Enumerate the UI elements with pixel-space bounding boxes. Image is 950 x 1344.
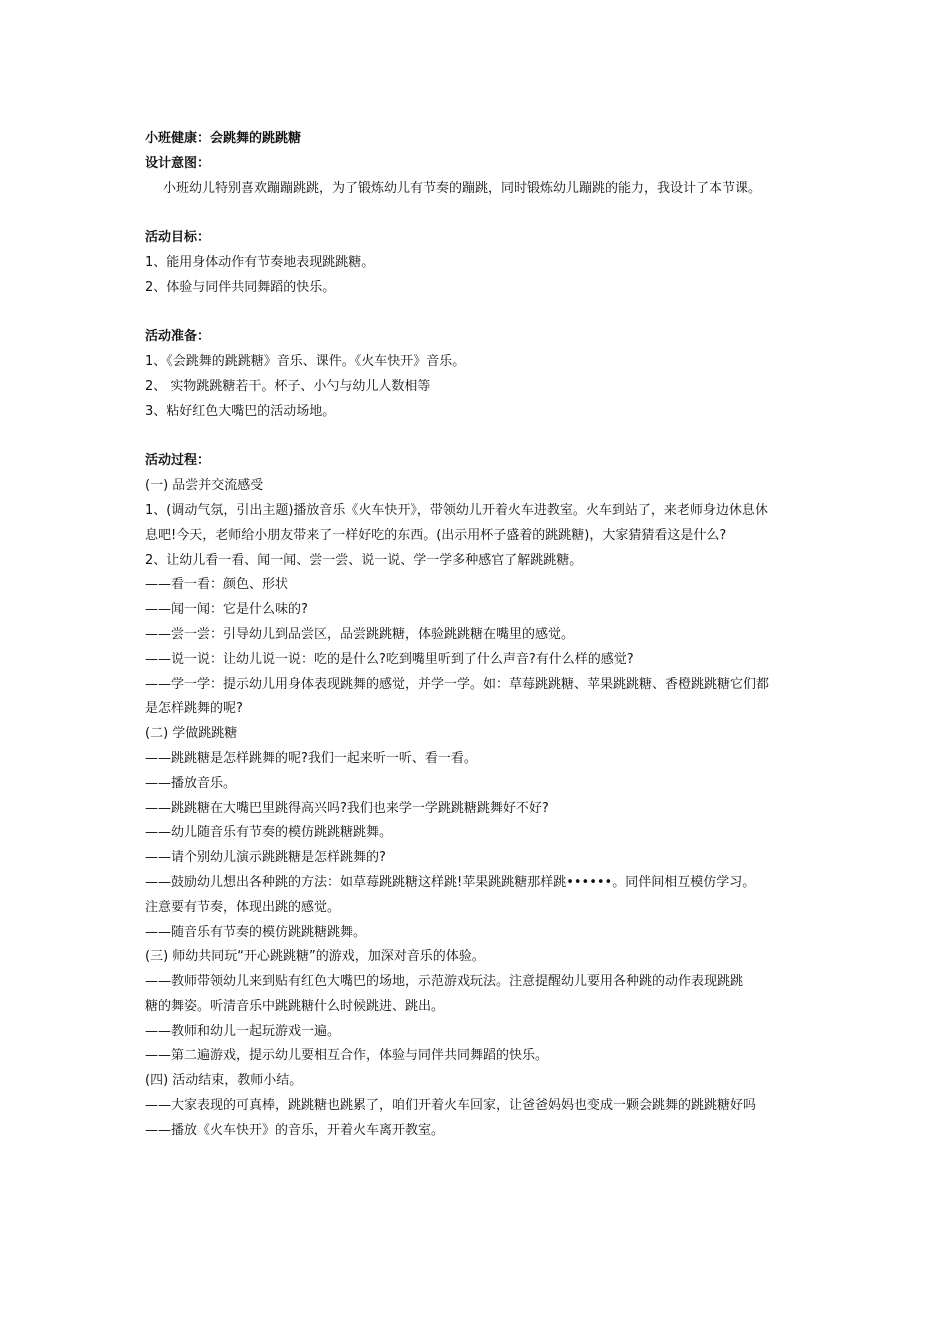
goals-heading: 活动目标：	[145, 230, 211, 246]
text-line: 2、 实物跳跳糖若干。杯子、小勺与幼儿人数相等	[145, 378, 431, 394]
design-intent-text: 小班幼儿特别喜欢蹦蹦跳跳，为了锻炼幼儿有节奏的蹦跳，同时锻炼幼儿蹦跳的能力，我设计了本节课。	[163, 180, 762, 196]
text-line: (一) 品尝并交流感受	[145, 478, 264, 494]
text-line: ——鼓励幼儿想出各种跳的方法：如草莓跳跳糖这样跳!苹果跳跳糖那样跳••••••。同伴间相互模仿学习。	[145, 874, 756, 890]
prep-list	[145, 350, 820, 424]
text-line: ——随音乐有节奏的模仿跳跳糖跳舞。	[145, 924, 367, 940]
text-line: 糖的舞姿。听清音乐中跳跳糖什么时候跳进、跳出。	[145, 998, 445, 1014]
spacer	[145, 425, 820, 450]
text-line: ——说一说：让幼儿说一说：吃的是什么?吃到嘴里听到了什么声音?有什么样的感觉?	[145, 651, 634, 667]
text-line: (二) 学做跳跳糖	[145, 726, 238, 742]
text-line: 2、让幼儿看一看、闻一闻、尝一尝、说一说、学一学多种感官了解跳跳糖。	[145, 552, 583, 568]
text-line: 是怎样跳舞的呢?	[145, 701, 243, 717]
text-line: ——播放《火车快开》的音乐，开着火车离开教室。	[145, 1122, 445, 1138]
text-line: 2、体验与同伴共同舞蹈的快乐。	[145, 279, 336, 295]
design-intent-heading: 设计意图：	[145, 155, 211, 171]
prep-heading: 活动准备：	[145, 329, 211, 345]
text-line: ——尝一尝：引导幼儿到品尝区，品尝跳跳糖，体验跳跳糖在嘴里的感觉。	[145, 626, 575, 642]
text-line: 1、《会跳舞的跳跳糖》音乐、课件。《火车快开》音乐。	[145, 354, 466, 370]
process-list	[145, 474, 820, 1144]
goals-list	[145, 251, 820, 301]
text-line: (三) 师幼共同玩“开心跳跳糖”的游戏，加深对音乐的体验。	[145, 949, 485, 965]
document-page	[145, 127, 820, 1144]
text-line: 1、能用身体动作有节奏地表现跳跳糖。	[145, 254, 375, 270]
spacer	[145, 301, 820, 326]
text-line: ——跳跳糖是怎样跳舞的呢?我们一起来听一听、看一看。	[145, 750, 477, 766]
text-line: ——幼儿随音乐有节奏的模仿跳跳糖跳舞。	[145, 825, 393, 841]
text-line: ——播放音乐。	[145, 775, 237, 791]
text-line: ——教师和幼儿一起玩游戏一遍。	[145, 1023, 341, 1039]
text-line: 1、(调动气氛，引出主题)播放音乐《火车快开》，带领幼儿开着火车进教室。火车到站了，来老师身边休息休	[145, 502, 768, 518]
text-line: 3、粘好红色大嘴巴的活动场地。	[145, 403, 336, 419]
text-line: ——闻一闻：它是什么味的?	[145, 602, 308, 618]
text-line: ——大家表现的可真棒，跳跳糖也跳累了，咱们开着火车回家，让爸爸妈妈也变成一颗会跳舞的跳跳糖好吗	[145, 1098, 757, 1114]
document-title: 小班健康：会跳舞的跳跳糖	[145, 131, 302, 146]
text-line: (四) 活动结束，教师小结。	[145, 1073, 303, 1089]
text-line: ——跳跳糖在大嘴巴里跳得高兴吗?我们也来学一学跳跳糖跳舞好不好?	[145, 800, 549, 816]
text-line: ——教师带领幼儿来到贴有红色大嘴巴的场地，示范游戏玩法。注意提醒幼儿要用各种跳的动作表现跳跳	[145, 974, 744, 990]
process-heading: 活动过程：	[145, 453, 211, 469]
text-line: 息吧!今天，老师给小朋友带来了一样好吃的东西。(出示用杯子盛着的跳跳糖)，大家猜猜看这是什么?	[145, 527, 727, 543]
text-line: ——看一看：颜色、形状	[145, 577, 289, 593]
text-line: ——请个别幼儿演示跳跳糖是怎样跳舞的?	[145, 850, 386, 866]
spacer	[145, 201, 820, 226]
text-line: ——第二遍游戏，提示幼儿要相互合作，体验与同伴共同舞蹈的快乐。	[145, 1048, 549, 1064]
text-line: 注意要有节奏，体现出跳的感觉。	[145, 899, 341, 915]
text-line: ——学一学：提示幼儿用身体表现跳舞的感觉，并学一学。如：草莓跳跳糖、苹果跳跳糖、香橙跳跳糖它们都	[145, 676, 770, 692]
